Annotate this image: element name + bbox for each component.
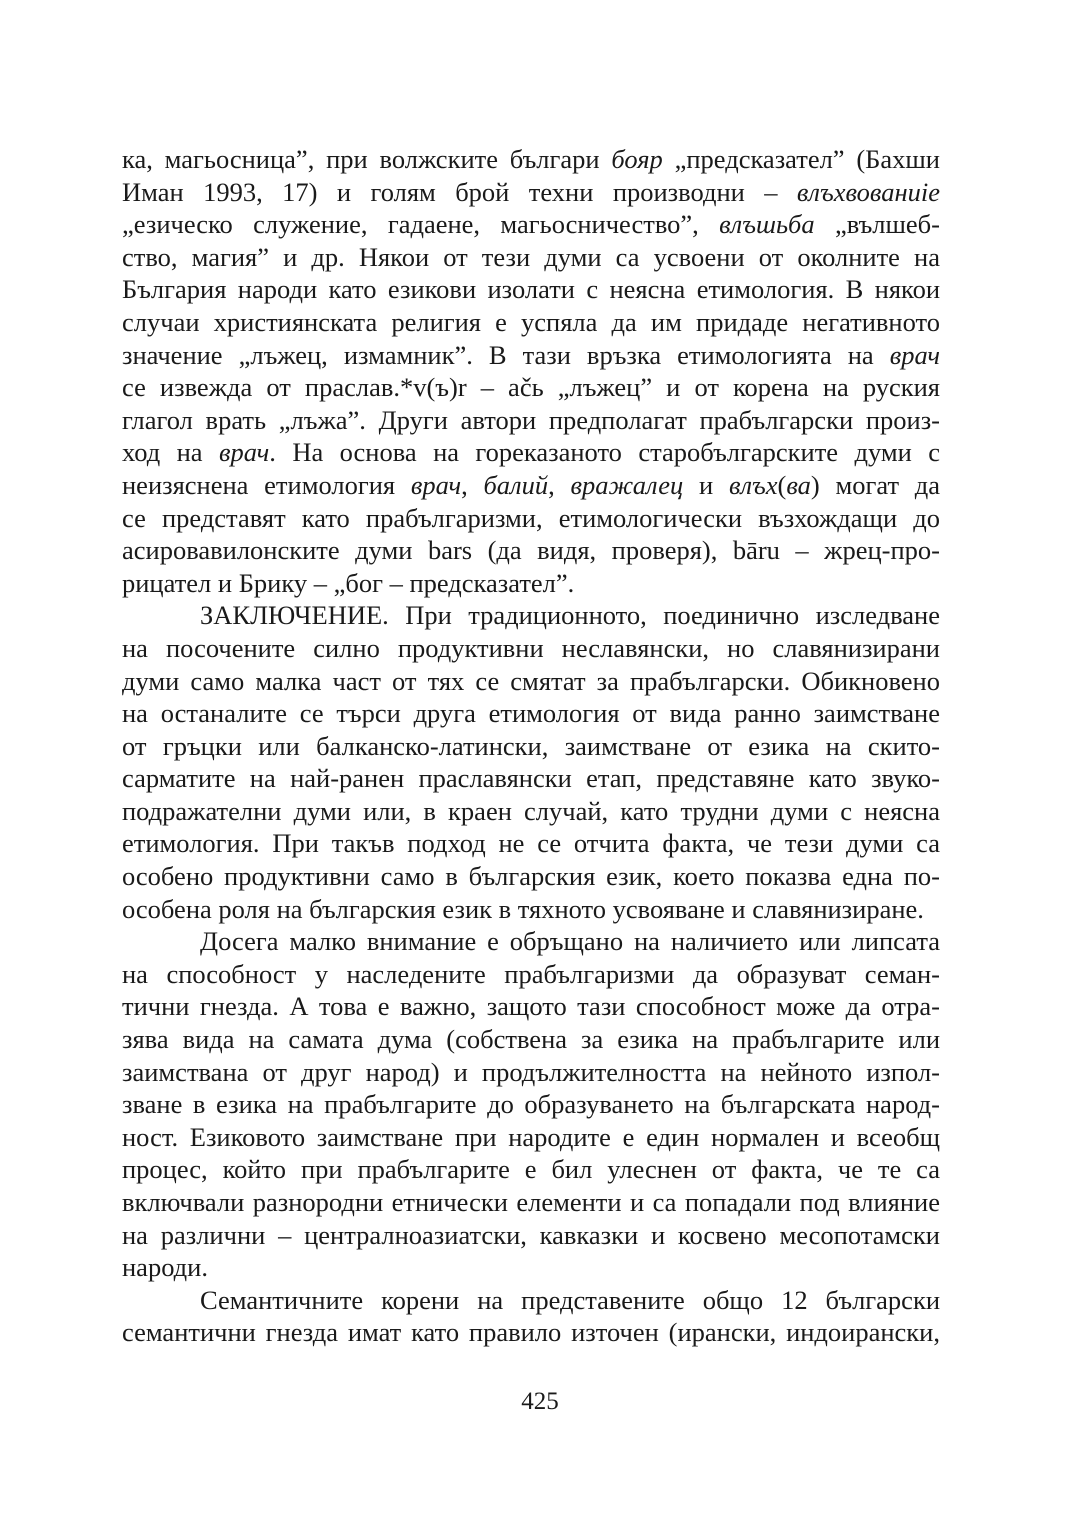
text-segment: и	[683, 469, 729, 500]
text-segment: ност. Езиковото заимстване при народите е един нормален и всеобщ	[122, 1121, 940, 1152]
text-line	[122, 273, 940, 306]
text-segment: се извежда от праслав.*v(ъ)r – ačь „лъжец” и от корена на руския	[122, 372, 940, 403]
text-segment: Досега малко внимание е обръщано на наличието или липсата	[200, 926, 940, 957]
text-segment: значение „лъжец, измамник”. В тази връзка етимологията на	[122, 339, 890, 370]
text-line	[122, 1023, 940, 1056]
text-segment: ЗАКЛЮЧЕНИЕ. При традиционното, поединично изследване	[200, 600, 940, 631]
page-number: 425	[521, 1388, 559, 1415]
italic-term: влъх	[728, 469, 778, 500]
text-line	[122, 762, 940, 795]
text-segment: глагол врать „лъжа”. Други автори предполагат прабългарски произ-	[122, 404, 940, 435]
text-segment: на посочените силно продуктивни неславянски, но славянизирани	[122, 632, 940, 663]
text-segment: (	[777, 469, 787, 500]
text-line	[122, 469, 940, 502]
paragraph	[122, 925, 940, 1284]
italic-term: ва	[786, 469, 811, 500]
text-segment: се представят като прабългаризми, етимологически възхождащи до	[122, 502, 940, 533]
page-text-body	[122, 143, 940, 1349]
paragraph	[122, 1284, 940, 1349]
text-segment: семантични гнезда имат като правило източен (ирански, индоирански,	[122, 1317, 940, 1348]
text-line	[122, 143, 940, 176]
text-line	[122, 1219, 940, 1252]
text-segment: сарматите на най-ранен праславянски етап, представяне като звуко-	[122, 763, 940, 794]
text-line	[122, 795, 940, 828]
text-line	[122, 1088, 940, 1121]
text-line	[122, 241, 940, 274]
italic-term: бояр	[611, 144, 663, 174]
text-segment: зване в езика на прабългарите до образуването на българската народ-	[122, 1089, 940, 1120]
text-line	[122, 1186, 940, 1219]
text-line	[122, 665, 940, 698]
text-line	[122, 306, 940, 339]
text-line	[122, 371, 940, 404]
text-segment: ство, магия” и др. Някои от тези думи са усвоени от околните на	[122, 241, 940, 272]
text-line	[122, 208, 940, 241]
text-line	[122, 1056, 940, 1089]
paragraph	[122, 599, 940, 925]
italic-term: влъшьба	[719, 209, 815, 240]
text-segment: асировавилонските думи bars (да видя, проверя), bāru – жрец-про-	[122, 535, 940, 566]
italic-term: врач	[410, 469, 462, 500]
text-line	[122, 436, 940, 469]
text-line	[122, 567, 940, 600]
text-segment: ка, магьосница”, при волжските българи	[122, 144, 612, 174]
text-line	[122, 404, 940, 437]
text-segment: . На основа на гореказаното старобългарските думи с	[269, 437, 940, 468]
text-segment: заимствана от друг народ) и продължителността на нейното изпол-	[122, 1056, 940, 1087]
text-line	[122, 1284, 940, 1317]
italic-term: врач	[218, 437, 270, 468]
text-line	[122, 534, 940, 567]
text-line	[122, 958, 940, 991]
text-line	[122, 339, 940, 372]
text-segment: неизяснена етимология	[122, 469, 411, 500]
italic-term: вражалец	[570, 469, 684, 500]
text-segment: България народи като езикови изолати с неясна етимология. В някои	[122, 274, 940, 305]
text-segment: народи.	[122, 1252, 208, 1283]
text-segment: ) могат да	[810, 469, 941, 500]
text-line	[122, 697, 940, 730]
text-segment: на останалите се търси друга етимология от вида ранно заимстване	[122, 698, 940, 729]
text-segment: ,	[548, 469, 571, 500]
text-segment: особена роля на българския език в тяхното усвояване и славянизиране.	[122, 893, 924, 924]
text-segment: подражателни думи или, в краен случай, като трудни думи с неясна	[122, 795, 940, 826]
text-segment: процес, който при прабългарите е бил улеснен от факта, че те са	[122, 1154, 940, 1185]
text-segment: „предсказател” (Бахши	[662, 144, 940, 174]
text-segment: Семантичните корени на представените общо 12 български	[200, 1284, 940, 1315]
text-segment: рицател и Брику – „бог – предсказател”.	[122, 567, 575, 598]
text-line	[122, 1153, 940, 1186]
text-line	[122, 925, 940, 958]
text-segment: „вълшеб-	[814, 209, 940, 240]
italic-term: балий	[483, 469, 549, 500]
text-line	[122, 176, 940, 209]
text-segment: етимология. При такъв подход не се отчита факта, че тези думи са	[122, 828, 940, 859]
text-line	[122, 599, 940, 632]
text-segment: включвали разнородни етнически елементи и са попадали под влияние	[122, 1187, 940, 1217]
text-segment: случаи християнската религия е успяла да им придаде негативното	[122, 306, 940, 337]
italic-term: влъхвованиie	[796, 176, 940, 207]
text-segment: ход на	[122, 437, 219, 468]
text-segment: ,	[461, 469, 484, 500]
text-line	[122, 730, 940, 763]
text-line	[122, 632, 940, 665]
text-segment: зява вида на самата дума (собствена за езика на прабългарите или	[122, 1024, 940, 1055]
text-segment: тични гнезда. А това е важно, защото тази способност може да отра-	[122, 991, 940, 1022]
text-line	[122, 1121, 940, 1154]
text-line	[122, 1251, 940, 1284]
text-segment: особено продуктивни само в българския език, което показва една по-	[122, 861, 940, 892]
text-segment: от гръцки или балканско-латински, заимстване от езика на скито-	[122, 730, 940, 761]
text-segment: думи само малка част от тях се смятат за прабългарски. Обикновено	[122, 665, 940, 696]
text-line	[122, 893, 940, 926]
text-line	[122, 502, 940, 535]
text-line	[122, 860, 940, 893]
text-line	[122, 1316, 940, 1349]
text-segment: „езическо служение, гадаене, магьосничество”,	[122, 209, 720, 240]
text-line	[122, 827, 940, 860]
text-segment: Иман 1993, 17) и голям брой техни производни –	[122, 176, 797, 207]
text-segment: на способност у наследените прабългаризми да образуват семан-	[122, 958, 940, 989]
text-line	[122, 990, 940, 1023]
italic-term: врач	[889, 339, 940, 370]
paragraph	[122, 143, 940, 599]
text-segment: на различни – централноазиатски, кавказки и косвено месопотамски	[122, 1219, 940, 1250]
